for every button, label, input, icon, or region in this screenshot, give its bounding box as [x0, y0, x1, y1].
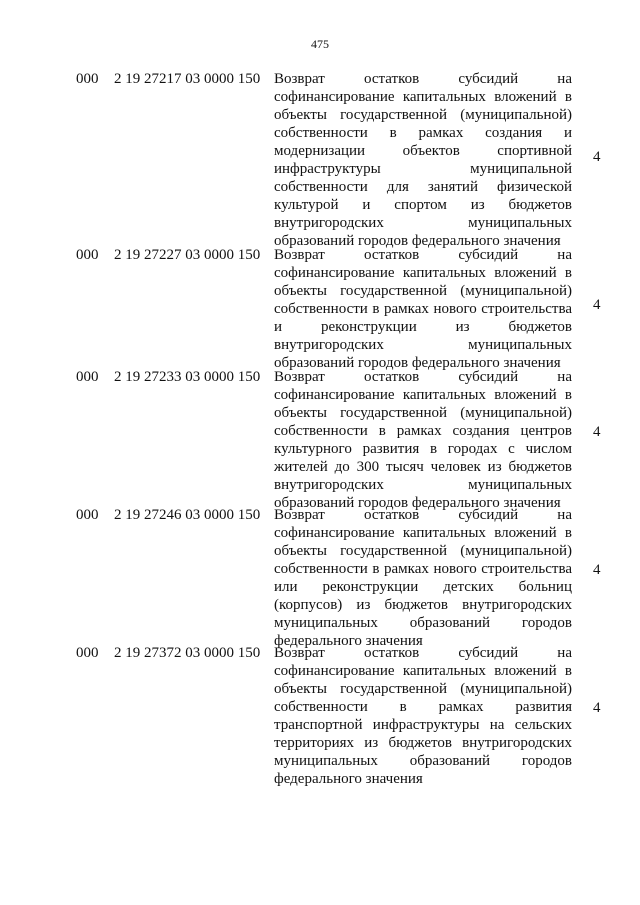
kbk-code: 2 19 27227 03 0000 150 [114, 247, 261, 263]
row-value: 4 [593, 424, 601, 440]
admin-code: 000 [76, 247, 99, 263]
kbk-code: 2 19 27217 03 0000 150 [114, 71, 261, 87]
row-description: Возврат остатков субсидий на софинансирование капитальных вложений в объекты государственной (муниципальной) собственности в рамках нового строительства и реконструкции из бюджетов внутригородских муниципальных образований городов федерального значения [274, 247, 572, 371]
kbk-code: 2 19 27246 03 0000 150 [114, 507, 261, 523]
kbk-code: 2 19 27372 03 0000 150 [114, 645, 261, 661]
kbk-code: 2 19 27233 03 0000 150 [114, 369, 261, 385]
row-value: 4 [593, 562, 601, 578]
row-description: Возврат остатков субсидий на софинансирование капитальных вложений в объекты государственной (муниципальной) собственности в рамках создания центров культурного развития в городах с числом жителей до 300 тысяч человек из бюджетов внутригородских муниципальных образований городов федерального значения [274, 369, 572, 511]
admin-code: 000 [76, 71, 99, 87]
row-description: Возврат остатков субсидий на софинансирование капитальных вложений в объекты государственной (муниципальной) собственности в рамках создания и модернизации объектов спортивной инфраструктуры муниципальной собственности для занятий физической культурой и спортом из бюджетов внутригородских муниципальных образований городов федерального значения [274, 71, 572, 249]
row-description: Возврат остатков субсидий на софинансирование капитальных вложений в объекты государственной (муниципальной) собственности в рамках нового строительства или реконструкции детских больниц (корпусов) из бюджетов внутригородских муниципальных образований городов федерального значения [274, 507, 572, 649]
row-value: 4 [593, 149, 601, 165]
page-number: 475 [311, 37, 329, 51]
admin-code: 000 [76, 507, 99, 523]
admin-code: 000 [76, 645, 99, 661]
row-value: 4 [593, 297, 601, 313]
admin-code: 000 [76, 369, 99, 385]
row-value: 4 [593, 700, 601, 716]
row-description: Возврат остатков субсидий на софинансирование капитальных вложений в объекты государственной (муниципальной) собственности в рамках развития транспортной инфраструктуры на сельских территориях из бюджетов внутригородских муниципальных образований городов федерального значения [274, 645, 572, 787]
